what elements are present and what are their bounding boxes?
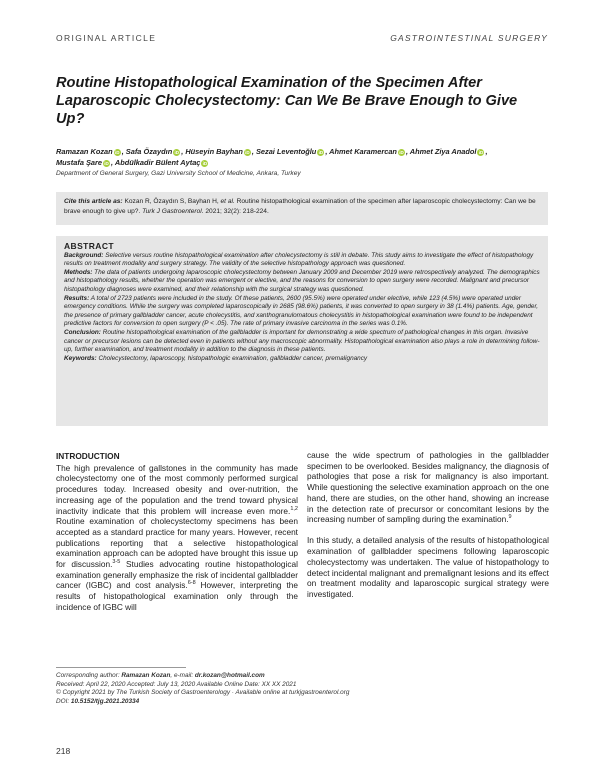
orcid-icon[interactable]: iD: [318, 150, 324, 155]
intro-paragraph: The high prevalence of gallstones in the community has made cholecystectomy one of the most commonly performed surgical procedures today. Increased obesity and over-nutrition, the increasing age of the population and the trend toward physical inactivity indicate that this problem will increase even more.$^{1,2}$ Routine examination of cholecystectomy specimens has been accepted as a standard practice for many years. However, recent publications reporting that a selective histopathological examination approach can be adopted have brought this issue up for discussion.$^{3-5}$ Studies advocating routine histopathological examination generally emphasize the risk of incidental gallbladder cancer (IGBC) and cost analysis.$^{6-8}$ However, interpreting the results of histopathological examination only through the incidence of IGBC will: [56, 462, 298, 612]
results-text: A total of 2723 patients were included in the study. Of these patients, 2600 (95.5%) were operated under elective, while 123 (4.5%) were operated under emergency conditions. While the surgery was completed laparoscopically in 2685 (98.6%) patients, it was converted to open surgery in 38 (1.4%) patients. Age, gender, the presence of primary gallbladder cancer, acute cholecystitis, and xanthogranulomatous cholecystitis in histopathological examination were found to be independent predictive factors for conversion to open surgery (P < .05). The rate of primary invasive carcinoma in the series was 0.1%.: [64, 294, 538, 328]
orcid-icon[interactable]: iD: [202, 161, 208, 167]
orcid-icon[interactable]: iD: [478, 150, 484, 155]
doi-line: DOI: 10.5152/tjg.2021.20334: [56, 697, 140, 705]
abstract-background: [64, 252, 540, 269]
citation-journal: Turk J Gastroenterol.: [142, 207, 204, 215]
orcid-icon[interactable]: iD: [174, 150, 179, 155]
abstract-conclusion: [64, 329, 540, 355]
affiliation: Department of General Surgery, Gazi University School of Medicine, Ankara, Turkey: [56, 170, 301, 177]
author-name[interactable]: Mustafa Şare: [56, 158, 103, 168]
study-aim-paragraph: In this study, a detailed analysis of the results of histopathological examination of gallbladder specimens following laparoscopic cholecystectomy was undertaken. The value of histopathology to detect incidental malignant and premalignant lesions and its effect on treatment modality and laparoscopic surgical strategy were investigated.: [307, 535, 549, 599]
corresponding-email[interactable]: dr.kozan@hotmail.com: [194, 672, 265, 679]
background-text: Selective versus routine histopathological examination after cholecystectomy is still in debate. This study aims to investigate the effect of histopathology results on treatment modality and surgery strategy. The validity of the selective histopathology approach was questioned.: [64, 251, 534, 268]
background-label: Background:: [64, 251, 104, 259]
author-name[interactable]: Hüseyin Bayhan: [185, 147, 243, 156]
methods-label: Methods:: [64, 268, 93, 276]
citation-title: Routine histopathological examination of the specimen after laparoscopic cholecystectomy: Can we be brave enough to give up?.: [64, 198, 536, 215]
footnote-divider: [56, 667, 186, 668]
abstract-methods: [64, 269, 540, 295]
journal-section-label: GASTROINTESTINAL SURGERY: [390, 33, 548, 43]
citation-ref[interactable]: 3-5: [112, 559, 121, 566]
results-label: Results:: [64, 294, 90, 302]
citation-authors: Kozan R, Özaydın S, Bayhan H,: [122, 198, 221, 205]
doi-link[interactable]: 10.5152/tjg.2021.20334: [70, 697, 140, 705]
abstract-results: [64, 295, 540, 329]
introduction-heading: INTRODUCTION: [56, 451, 120, 461]
corresponding-author: Corresponding author: Ramazan Kozan, e-mail: dr.kozan@hotmail.com: [56, 672, 265, 679]
citation-ref[interactable]: 9: [508, 514, 512, 521]
orcid-icon[interactable]: iD: [114, 150, 120, 155]
author-name[interactable]: Abdülkadir Bülent Aytaç: [114, 158, 201, 168]
methods-text: The data of patients undergoing laparoscopic cholecystectomy between January 2009 and December 2019 were retrospectively analyzed. The demographics and histopathology results, whether the operation was emergent or elective, and the reasons for conversion to open surgery were recorded. Malignant and precursor histopathology diagnoses were examined, and their relationship with the surgical strategy was questioned.: [64, 268, 540, 293]
intro-paragraph-continued: cause the wide spectrum of pathologies in the gallbladder specimen to be overlooked. Besides malignancy, the diagnosis of pathologies that pose a risk for malignancy is also important. While questioning the selective examination approach on the one hand, there are studies, on the other hand, showing an increase in the detection rate of precursor or concomitant lesions by the increasing number of sampling during the examination.$^9$: [307, 450, 549, 525]
keywords-label: Keywords:: [64, 354, 97, 362]
author-list: Ramazan Kozan iD , Safa Özaydın iD , Hüseyin Bayhan iD , Sezai Leventoğlu iD , Ahmet Karamercan iD , Ahmet Ziya Anadol iD , Mustafa Şare iD , Abdülkadir Bülent Aytaç iD: [56, 147, 488, 168]
corresponding-author-name: Ramazan Kozan: [121, 672, 171, 679]
body-column-left: [56, 451, 298, 613]
author-name[interactable]: Safa Özaydın: [125, 147, 173, 156]
keywords-text: Cholecystectomy, laparoscopy, histopathologic examination, gallbladder cancer, premalignancy: [96, 354, 368, 362]
author-name[interactable]: Ahmet Karamercan: [329, 147, 397, 156]
copyright-line: © Copyright 2021 by The Turkish Society of Gastroenterology · Available online at turkjgastroenterol.org: [56, 689, 350, 697]
article-dates: Received: April 22, 2020 Accepted: July 13, 2020 Available Online Date: XX XX 2021: [56, 680, 297, 688]
conclusion-text: Routine histopathological examination of the gallbladder is important for demonstrating a wide spectrum of pathological changes in this organ. Invasive cancer or precursor lesions can be detected even in patients without any macroscopic abnormality. Histopathological examination also plays a role in determining follow-up, further examination, and treatment modality in addition to the diagnosis in these patients.: [64, 328, 540, 354]
conclusion-label: Conclusion:: [64, 328, 101, 336]
citation-ref[interactable]: 1,2: [290, 505, 298, 512]
orcid-icon[interactable]: iD: [245, 150, 250, 155]
abstract-heading: ABSTRACT: [64, 241, 114, 251]
orcid-icon[interactable]: iD: [104, 161, 109, 167]
footnotes: [56, 672, 349, 706]
abstract-keywords: [64, 355, 540, 364]
article-title: Routine Histopathological Examination of the Specimen After Laparoscopic Cholecystectomy: Can We Be Brave Enough to Give Up?: [56, 75, 518, 127]
body-column-right: [307, 450, 549, 600]
section-label: ORIGINAL ARTICLE: [56, 33, 157, 43]
page-number: 218: [56, 746, 71, 756]
citation-label: Cite this article as:: [64, 198, 123, 205]
author-name[interactable]: Sezai Leventoğlu: [255, 147, 317, 156]
author-name[interactable]: Ramazan Kozan: [56, 147, 113, 156]
citation-box: [56, 192, 548, 225]
author-name[interactable]: Ahmet Ziya Anadol: [409, 147, 477, 156]
citation-volume: 2021; 32(2): 218-224.: [203, 207, 269, 215]
abstract-box: [56, 236, 548, 426]
citation-et-al: et al.: [220, 198, 235, 205]
citation-ref[interactable]: 6-8: [187, 580, 196, 587]
orcid-icon[interactable]: iD: [399, 150, 404, 155]
